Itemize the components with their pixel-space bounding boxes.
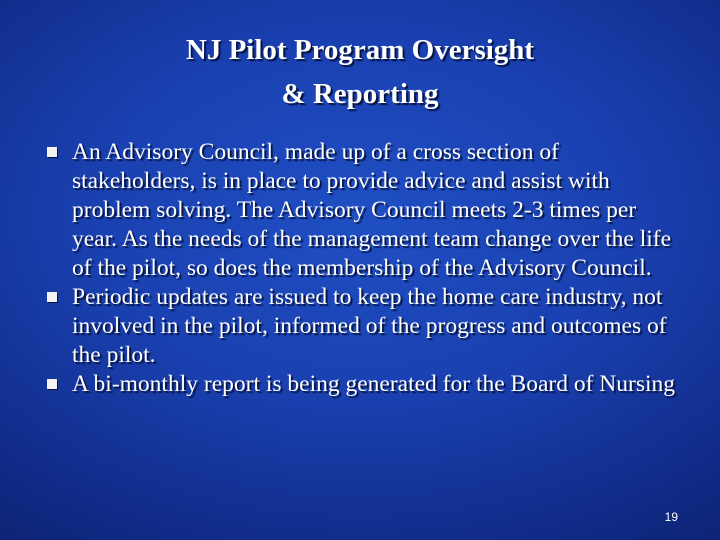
- bullet-text: A bi-monthly report is being generated for the Board of Nursing: [72, 371, 676, 397]
- slide-title-line-2: & Reporting: [281, 78, 439, 110]
- square-bullet-icon: [47, 379, 57, 389]
- square-bullet-icon: [47, 147, 57, 157]
- page-number: 19: [664, 510, 678, 524]
- square-bullet-icon: [47, 292, 57, 302]
- bullet-item-periodic-updates: [40, 283, 680, 370]
- bullet-item-advisory-council: [40, 138, 680, 283]
- bullet-list: [40, 138, 680, 399]
- bullet-text: An Advisory Council, made up of a cross section of stakeholders, is in place to provide advice and assist with problem solving. The Advisory Council meets 2-3 times per year. As the needs of the management team change over the life of the pilot, so does the membership of the Advisory Council.: [72, 139, 672, 281]
- slide-title: [60, 28, 660, 116]
- bullet-item-bimonthly-report: [40, 370, 680, 399]
- bullet-text: Periodic updates are issued to keep the home care industry, not involved in the pilot, informed of the progress and outcomes of the pilot.: [72, 284, 667, 368]
- slide-title-line-1: NJ Pilot Program Oversight: [185, 34, 535, 66]
